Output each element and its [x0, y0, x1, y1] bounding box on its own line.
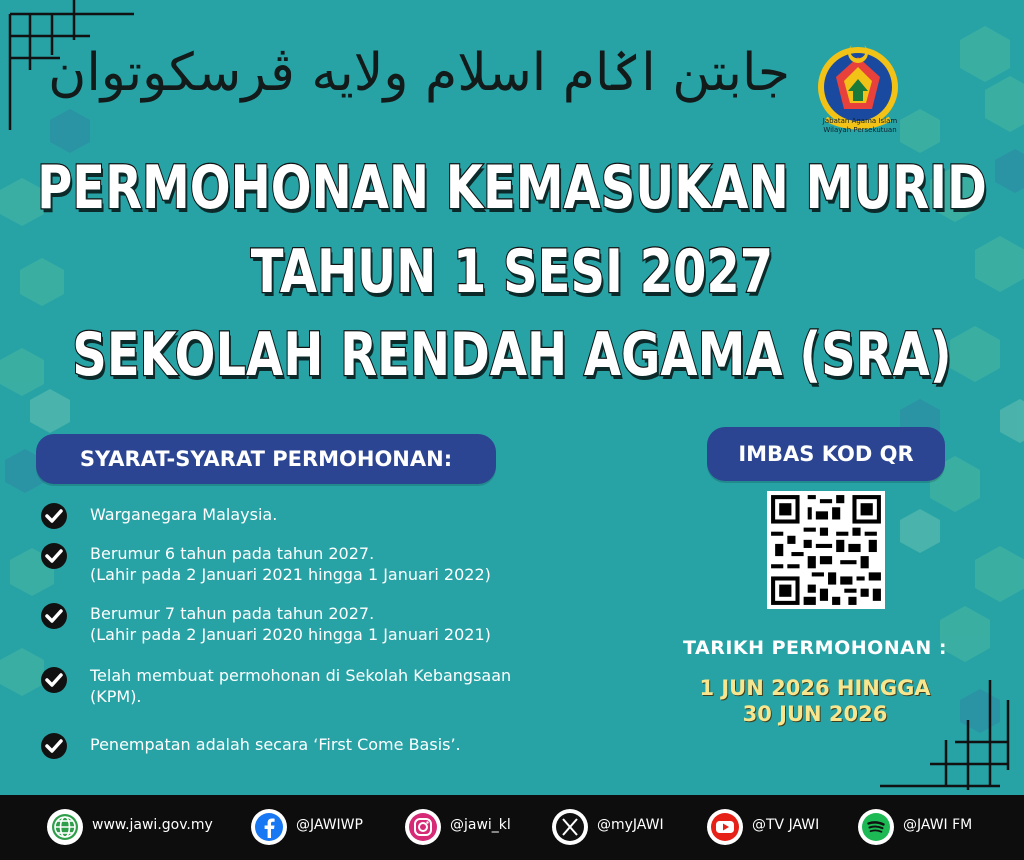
- x-icon: [551, 808, 589, 846]
- application-date-label: TARIKH PERMOHONAN :: [683, 637, 947, 659]
- jawi-calligraphy-title: جابتن اݢام اسلام ولايه ڤرسكوتوان: [48, 43, 790, 103]
- checkmark-icon: [40, 666, 68, 694]
- requirement-line: Berumur 6 tahun pada tahun 2027.: [90, 544, 375, 563]
- requirement-text: [90, 603, 630, 645]
- youtube-icon: [706, 808, 744, 846]
- youtube-handle: @TV JAWI: [752, 817, 820, 833]
- requirement-line: Warganegara Malaysia.: [90, 505, 278, 524]
- instagram-icon: [404, 808, 442, 846]
- spotify-icon: [857, 808, 895, 846]
- social-footer: [0, 795, 1024, 860]
- requirement-subline: (KPM).: [90, 687, 142, 706]
- x-handle: @myJAWI: [597, 817, 664, 833]
- application-date-start: 1 JUN 2026 HINGGA: [699, 676, 931, 700]
- checkmark-icon: [40, 602, 68, 630]
- qr-heading: IMBAS KOD QR: [707, 427, 945, 481]
- requirement-line: Penempatan adalah secara ‘First Come Basis’.: [90, 735, 461, 754]
- requirement-text: [90, 734, 630, 755]
- requirement-subline: (Lahir pada 2 Januari 2020 hingga 1 Januari 2021): [90, 625, 491, 644]
- requirement-text: [90, 665, 630, 707]
- checkmark-icon: [40, 502, 68, 530]
- facebook-icon: [250, 808, 288, 846]
- logo-caption: [800, 117, 920, 135]
- facebook-handle: @JAWIWP: [296, 817, 363, 833]
- requirement-text: [90, 543, 630, 585]
- main-title-line3: SEKOLAH RENDAH AGAMA (SRA): [72, 320, 952, 390]
- checkmark-icon: [40, 732, 68, 760]
- instagram-handle: @jawi_kl: [450, 817, 511, 833]
- requirement-subline: (Lahir pada 2 Januari 2021 hingga 1 Januari 2022): [90, 565, 491, 584]
- requirement-line: Telah membuat permohonan di Sekolah Kebangsaan: [90, 666, 512, 685]
- requirements-heading: SYARAT-SYARAT PERMOHONAN:: [36, 434, 496, 484]
- checkmark-icon: [40, 542, 68, 570]
- website-handle: www.jawi.gov.my: [92, 817, 213, 833]
- main-title-line2: TAHUN 1 SESI 2027: [250, 237, 774, 307]
- main-title-line1: PERMOHONAN KEMASUKAN MURID: [37, 153, 987, 223]
- globe-icon: [46, 808, 84, 846]
- logo-caption-line2: Wilayah Persekutuan: [823, 126, 897, 134]
- application-date-end: 30 JUN 2026: [742, 702, 888, 726]
- spotify-handle: @JAWI FM: [903, 817, 973, 833]
- requirement-text: [90, 504, 630, 525]
- qr-code[interactable]: [767, 491, 885, 609]
- logo-caption-line1: Jabatan Agama Islam: [822, 117, 898, 125]
- requirement-line: Berumur 7 tahun pada tahun 2027.: [90, 604, 375, 623]
